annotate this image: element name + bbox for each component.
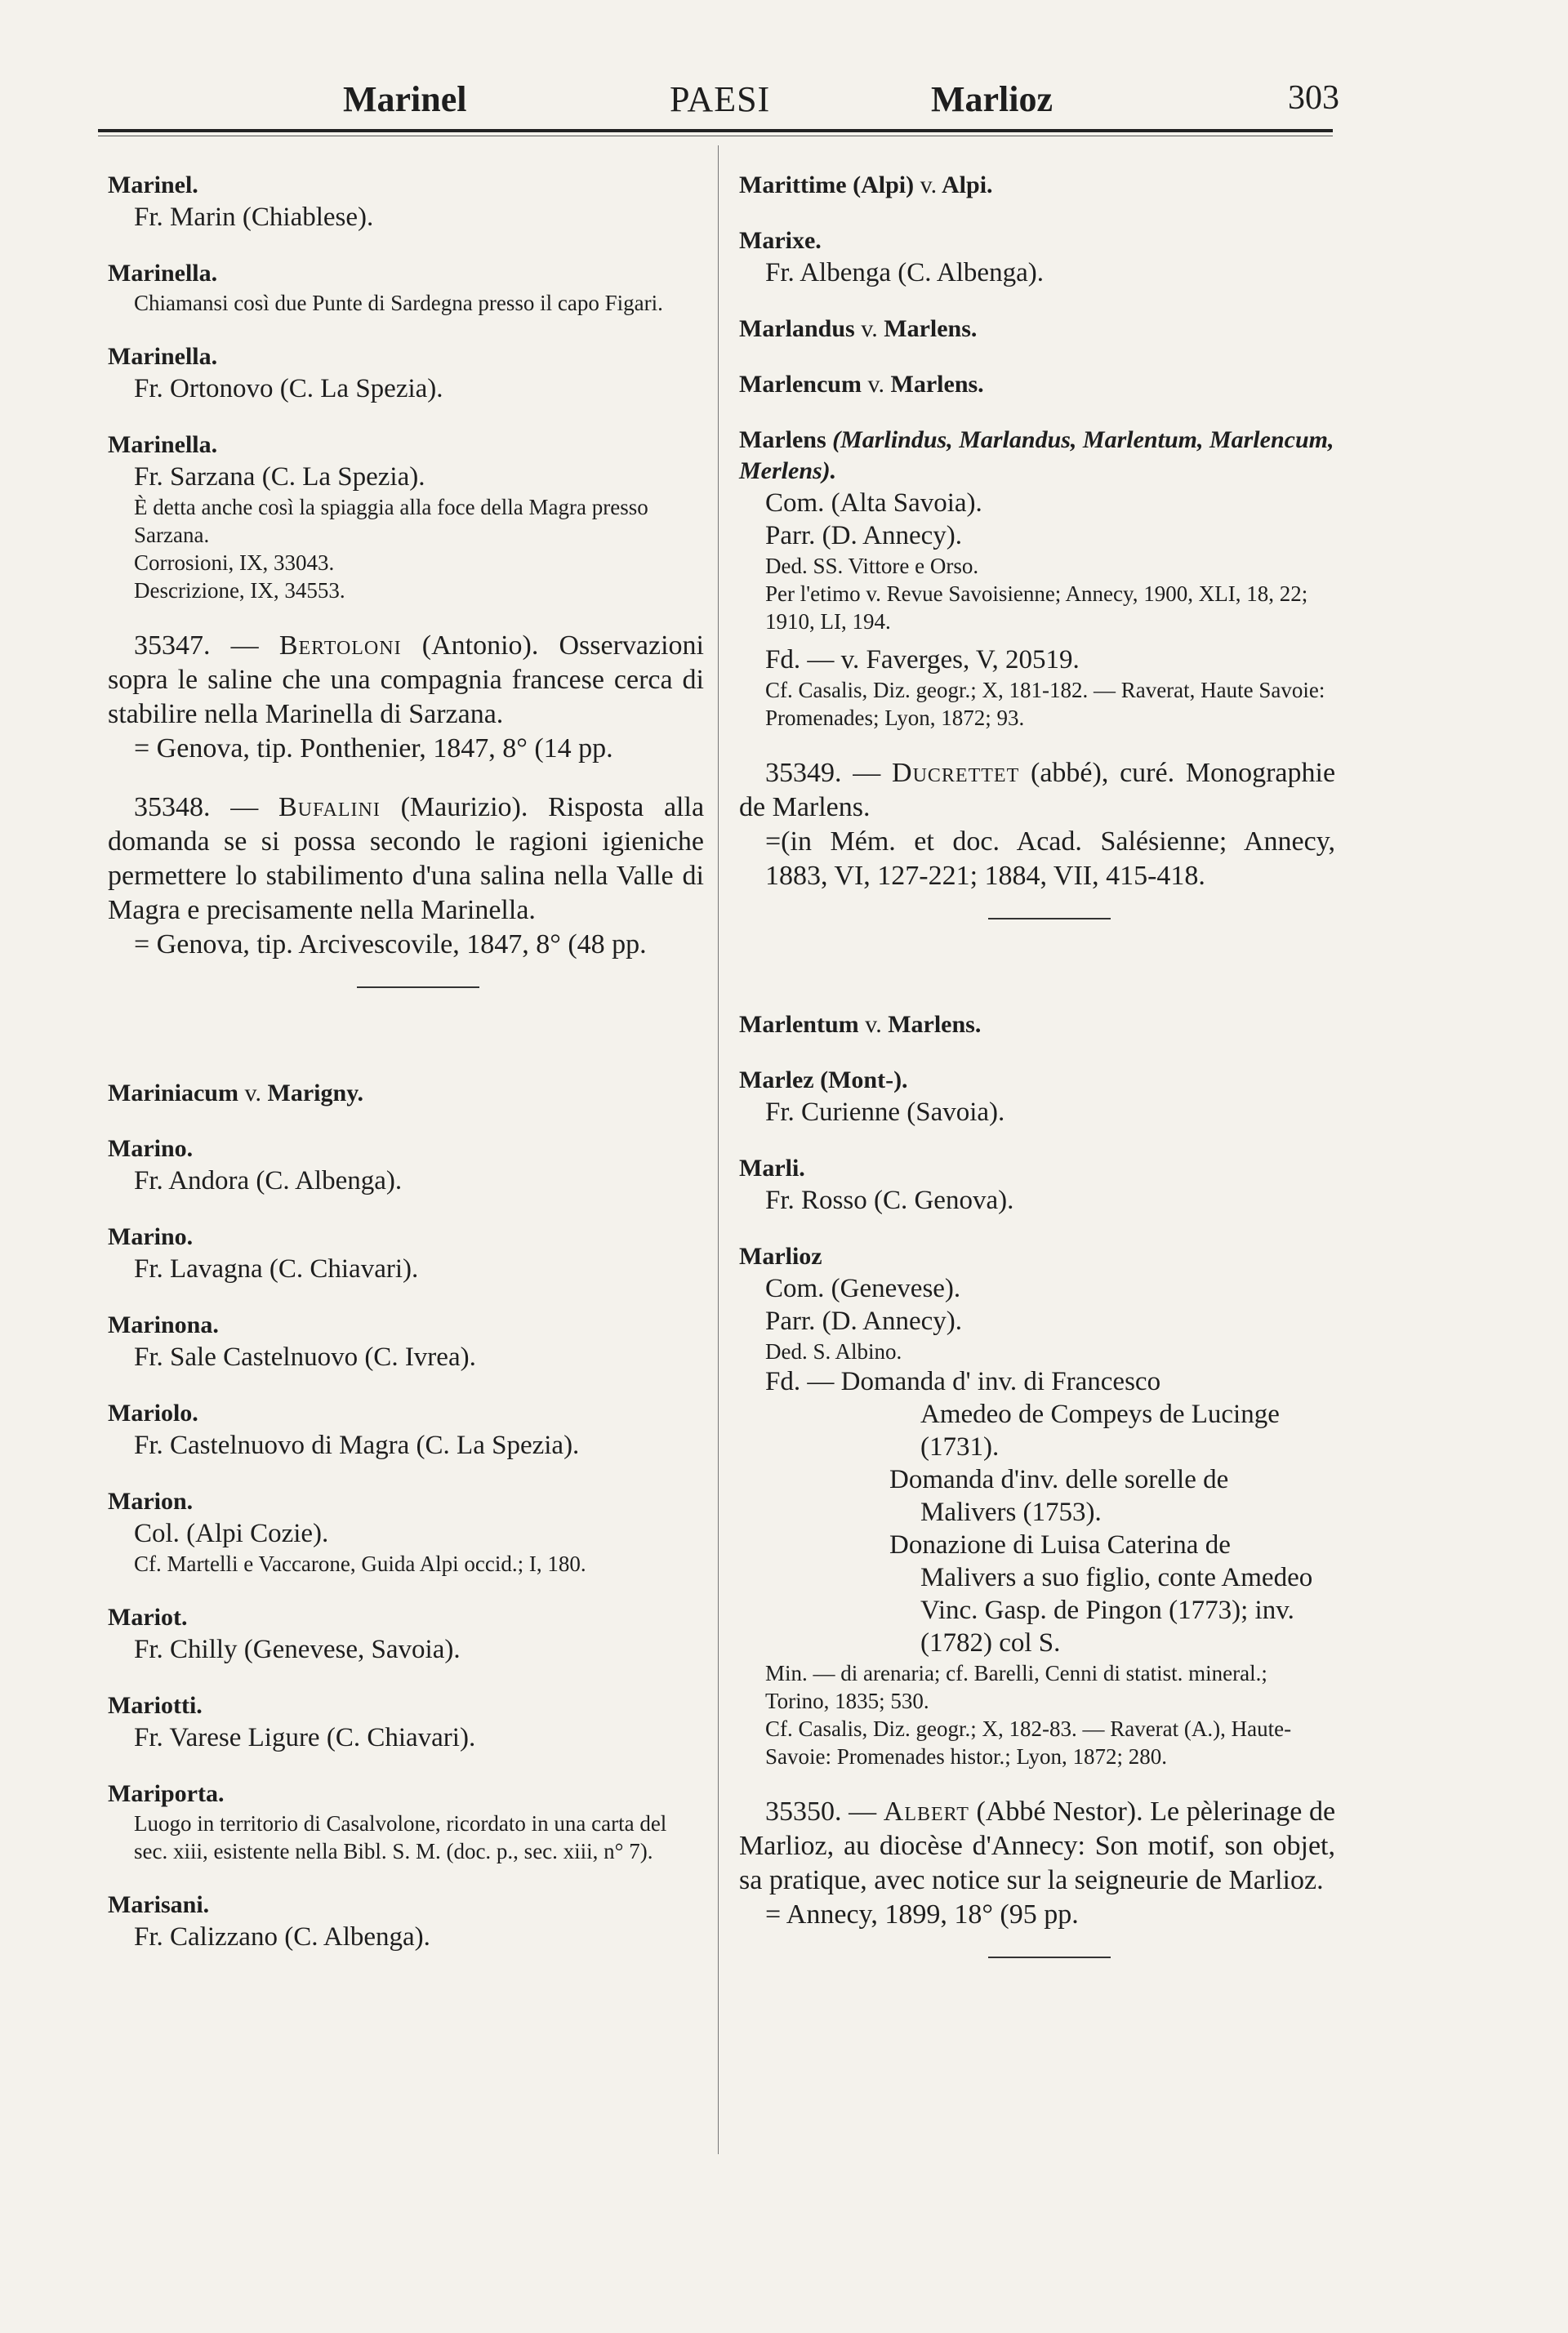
entry-line: Col. (Alpi Cozie).	[134, 1519, 329, 1548]
entry-line: Fr. Albenga (C. Albenga).	[765, 258, 1044, 287]
bib-title: Le pèlerinage de Marlioz, au diocèse d'Annecy: Son motif, son objet, sa pratique, avec notice sur la seigneurie de Marlioz.	[739, 1796, 1336, 1895]
entry-line: Fr. Marin (Chiablese).	[134, 203, 374, 232]
right-column	[739, 170, 1335, 1958]
entry-line: Fr. Calizzano (C. Albenga).	[134, 1922, 430, 1952]
entry-heading: Marinella.	[108, 260, 218, 287]
entry-heading: Mariniacum v. Marigny.	[108, 1080, 364, 1106]
entry-mariotti	[108, 1690, 704, 1754]
entry-heading: Marlens (Marlindus, Marlandus, Marlentum, Marlencum, Merlens).	[739, 426, 1334, 484]
entry-mariolo	[108, 1398, 704, 1462]
entry-marlioz	[739, 1241, 1335, 1770]
bib-publication: = Annecy, 1899, 18° (95 pp.	[765, 1899, 1079, 1930]
bib-number: 35350. —	[765, 1796, 877, 1827]
entry-ded: Ded. S. Albino.	[765, 1339, 902, 1364]
running-header	[106, 78, 1339, 127]
entry-fd-item: Donazione di Luisa Caterina de	[889, 1530, 1231, 1560]
entry-heading: Marinona.	[108, 1311, 219, 1338]
entry-marlentum	[739, 1009, 1335, 1040]
entry-heading: Marion.	[108, 1488, 194, 1515]
entry-heading: Marlandus v. Marlens.	[739, 315, 978, 342]
header-section-title: PAESI	[670, 79, 771, 119]
entry-line: Fr. Rosso (C. Genova).	[765, 1186, 1014, 1215]
entry-line: Fr. Andora (C. Albenga).	[134, 1166, 403, 1195]
entry-fd-cont: Malivers a suo figlio, conte Amedeo Vinc. Gasp. de Pingon (1773); inv. (1782) col S.	[920, 1563, 1313, 1658]
entry-ref: Corrosioni, IX, 33043.	[134, 550, 335, 575]
entry-marlencum	[739, 369, 1335, 400]
header-rule	[98, 129, 1333, 132]
page-number: 303	[1288, 79, 1339, 117]
entry-marino-1	[108, 1133, 704, 1197]
entry-line: Fr. Ortonovo (C. La Spezia).	[134, 374, 443, 403]
entry-com: Com. (Genevese).	[765, 1274, 961, 1303]
entry-marinella-2	[108, 341, 704, 405]
left-column	[108, 170, 704, 1978]
entry-ref: Cf. Casalis, Diz. geogr.; X, 182-83. — Raverat (A.), Haute-Savoie: Promenades histor.; Lyon, 1872; 280.	[765, 1716, 1292, 1769]
entry-line: Fr. Sarzana (C. La Spezia).	[134, 462, 425, 492]
entry-heading: Mariotti.	[108, 1692, 203, 1719]
entry-line: Fr. Lavagna (C. Chiavari).	[134, 1254, 419, 1284]
entry-heading: Mariolo.	[108, 1400, 198, 1427]
entry-mariot	[108, 1602, 704, 1666]
entry-fd-cont: Amedeo de Compeys de Lucinge (1731).	[920, 1400, 1280, 1462]
bib-number: 35347. —	[134, 630, 259, 661]
entry-min: Min. — di arenaria; cf. Barelli, Cenni di statist. mineral.; Torino, 1835; 530.	[765, 1661, 1267, 1713]
entry-note: È detta anche così la spiaggia alla foce della Magra presso Sarzana.	[134, 495, 648, 547]
entry-line: Fr. Varese Ligure (C. Chiavari).	[134, 1723, 476, 1752]
entry-marlens	[739, 425, 1335, 732]
column-divider	[718, 145, 719, 2154]
entry-heading: Marino.	[108, 1223, 194, 1250]
entry-marisani	[108, 1890, 704, 1953]
entry-marinel	[108, 170, 704, 234]
bib-text	[108, 629, 704, 732]
entry-line: Fr. Sale Castelnuovo (C. Ivrea).	[134, 1342, 476, 1372]
bib-title: Monographie de Marlens.	[739, 758, 1336, 822]
entry-com: Com. (Alta Savoia).	[765, 488, 982, 518]
bib-entry-35348	[108, 790, 704, 962]
entry-marinella-1	[108, 258, 704, 317]
entry-line: Fr. Castelnuovo di Magra (C. La Spezia).	[134, 1431, 580, 1460]
bib-author-first: (abbé), curé.	[1031, 758, 1175, 788]
entry-heading: Marinel.	[108, 171, 198, 198]
entry-heading: Marlentum v. Marlens.	[739, 1011, 982, 1038]
entry-mariniacum	[108, 1078, 704, 1109]
bib-author: Albert	[883, 1796, 969, 1827]
header-left-word: Marinel	[343, 79, 467, 119]
bib-author: Bertoloni	[278, 630, 402, 661]
entry-note: Luogo in territorio di Casalvolone, ricordato in una carta del sec. xiii, esistente nella Bibl. S. M. (doc. p., sec. xiii, n° 7).	[134, 1811, 667, 1863]
bib-number: 35349. —	[765, 758, 881, 788]
entry-marixe	[739, 225, 1335, 289]
entry-mariporta	[108, 1779, 704, 1865]
header-right-word: Marlioz	[931, 79, 1054, 119]
bib-entry-35350	[739, 1795, 1335, 1932]
bib-entry-35349	[739, 756, 1335, 893]
bib-entry-35347	[108, 629, 704, 766]
entry-marli	[739, 1153, 1335, 1217]
entry-line: Fr. Curienne (Savoia).	[765, 1097, 1005, 1127]
bib-title: Osservazioni sopra le saline che una compagnia francese cerca di stabilire nella Marinella di Sarzana.	[108, 630, 705, 729]
section-separator	[988, 1957, 1111, 1958]
entry-heading: Marittime (Alpi) v. Alpi.	[739, 171, 993, 198]
entry-heading: Marlez (Mont-).	[739, 1066, 908, 1093]
bib-text	[739, 1795, 1335, 1898]
entry-marlez	[739, 1065, 1335, 1129]
bib-author-first: (Antonio).	[421, 630, 539, 661]
section-separator	[988, 918, 1111, 919]
bib-publication: = Genova, tip. Arcivescovile, 1847, 8° (48 pp.	[134, 929, 647, 959]
entry-heading: Mariot.	[108, 1604, 188, 1631]
entry-ref: Cf. Martelli e Vaccarone, Guida Alpi occid.; I, 180.	[134, 1552, 586, 1576]
entry-line: Fr. Chilly (Genevese, Savoia).	[134, 1635, 461, 1664]
entry-heading: Marlencum v. Marlens.	[739, 371, 984, 398]
entry-fd-cont: Malivers (1753).	[920, 1498, 1102, 1527]
entry-ref: Descrizione, IX, 34553.	[134, 578, 345, 603]
bib-author-first: (Abbé Nestor).	[976, 1796, 1143, 1827]
entry-parr: Parr. (D. Annecy).	[765, 521, 963, 550]
entry-heading: Marinella.	[108, 431, 218, 458]
bib-number: 35348. —	[134, 792, 259, 822]
entry-fd: Fd. — v. Faverges, V, 20519.	[765, 645, 1080, 675]
section-separator	[357, 986, 479, 988]
entry-parr: Parr. (D. Annecy).	[765, 1307, 963, 1336]
entry-etimo: Per l'etimo v. Revue Savoisienne; Annecy, 1900, XLI, 18, 22; 1910, LI, 194.	[765, 581, 1308, 634]
entry-heading: Marisani.	[108, 1891, 210, 1918]
entry-ded: Ded. SS. Vittore e Orso.	[765, 554, 979, 578]
bib-publication: = Genova, tip. Ponthenier, 1847, 8° (14 pp.	[134, 733, 613, 764]
bib-publication: =(in Mém. et doc. Acad. Salésienne; Annecy, 1883, VI, 127-221; 1884, VII, 415-418.	[765, 826, 1335, 891]
entry-marion	[108, 1486, 704, 1578]
bib-text	[739, 756, 1335, 825]
bib-author-first: (Maurizio).	[400, 792, 528, 822]
entry-fd: Fd. — Domanda d' inv. di Francesco	[765, 1367, 1161, 1396]
entry-heading: Marinella.	[108, 343, 218, 370]
entry-marino-2	[108, 1222, 704, 1285]
entry-marlandus	[739, 314, 1335, 345]
bib-author: Bufalini	[278, 792, 381, 822]
entry-heading: Marixe.	[739, 227, 822, 254]
bib-text	[108, 790, 704, 928]
entry-heading: Mariporta.	[108, 1780, 225, 1807]
entry-heading: Marino.	[108, 1135, 194, 1162]
entry-heading: Marli.	[739, 1155, 805, 1182]
entry-marittime	[739, 170, 1335, 201]
entry-marinella-3	[108, 430, 704, 604]
bib-author: Ducrettet	[892, 758, 1020, 788]
entry-heading: Marlioz	[739, 1243, 822, 1270]
entry-fd-item: Domanda d'inv. delle sorelle de	[889, 1465, 1229, 1494]
entry-note: Chiamansi così due Punte di Sardegna presso il capo Figari.	[134, 291, 663, 315]
entry-marinona	[108, 1310, 704, 1374]
bib-title: Risposta alla domanda se si possa secondo le ragioni igieniche permettere lo stabilimento d'una salina nella Valle di Magra e precisamente nella Marinella.	[108, 792, 705, 925]
entry-ref: Cf. Casalis, Diz. geogr.; X, 181-182. — Raverat, Haute Savoie: Promenades; Lyon, 1872; 93.	[765, 678, 1325, 730]
